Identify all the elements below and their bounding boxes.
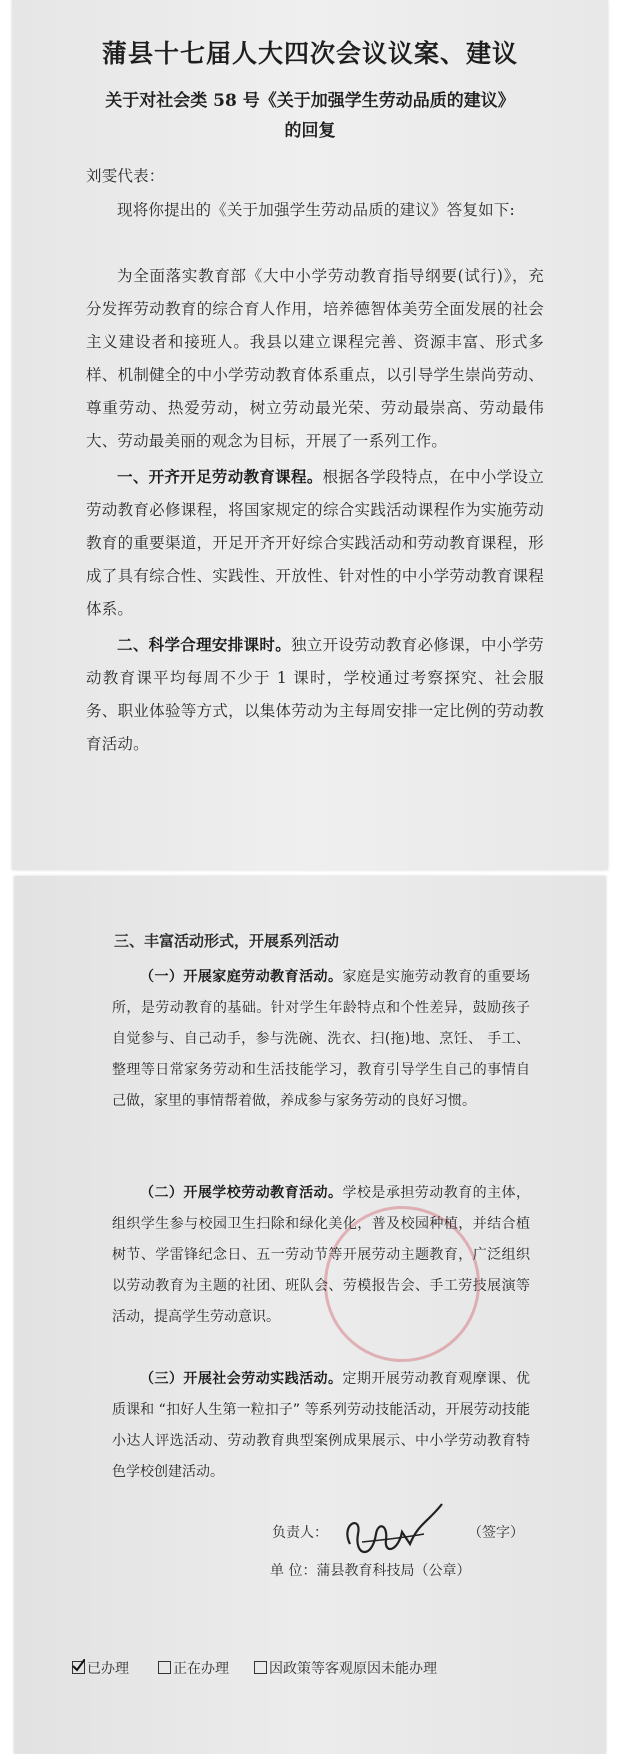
status-option-label: 因政策等客观原因未能办理 xyxy=(269,1661,437,1677)
unit-label: 单 位： xyxy=(270,1563,317,1579)
checkbox-unchecked-icon[interactable] xyxy=(254,1661,267,1674)
subsection-1-heading: （一）开展家庭劳动教育活动。 xyxy=(140,969,343,985)
section-3-heading: 三、丰富活动形式，开展系列活动 xyxy=(114,932,340,950)
status-option-label: 正在办理 xyxy=(173,1661,229,1677)
unit-line xyxy=(270,1560,470,1580)
subsection-1-paragraph xyxy=(112,962,530,1117)
document-page-1 xyxy=(12,0,608,870)
subsection-3-heading: （三）开展社会劳动实践活动。 xyxy=(140,1371,343,1387)
status-option-label: 已办理 xyxy=(87,1661,129,1677)
status-option-not-handled[interactable] xyxy=(254,1658,437,1678)
responsible-label: 负责人： xyxy=(272,1525,328,1541)
subsection-3-paragraph xyxy=(112,1364,530,1488)
document-title: 蒲县十七届人大四次会议议案、建议 xyxy=(101,39,518,68)
unit-name: 蒲县教育科技局 xyxy=(316,1563,415,1579)
salutation: 刘雯代表： xyxy=(86,167,165,185)
checkbox-unchecked-icon[interactable] xyxy=(158,1661,171,1674)
status-option-done[interactable] xyxy=(72,1658,129,1678)
signature-note: （签字） xyxy=(468,1525,524,1541)
subsection-2-body: 学校是承担劳动教育的主体，组织学生参与校园卫生扫除和绿化美化，普及校园种植，并结合植树节、学雷锋纪念日、五一劳动节等开展劳动主题教育，广泛组织以劳动教育为主题的社团、班队会、劳模报告会、手工劳技展演等活动，提高学生劳动意识。 xyxy=(112,1185,531,1325)
section-1-heading: 一、开齐开足劳动教育课程。 xyxy=(117,467,323,486)
document-subtitle-line1: 关于对社会类 58 号《关于加强学生劳动品质的建议》 xyxy=(105,91,515,111)
section-2-heading: 二、科学合理安排课时。 xyxy=(117,635,292,654)
section-2-paragraph xyxy=(86,628,544,761)
section-2-body: 独立开设劳动教育必修课，中小学劳动教育课平均每周不少于 1 课时，学校通过考察探究、社会服务、职业体验等方式，以集体劳动为主每周安排一定比例的劳动教育活动。 xyxy=(86,636,545,753)
document-subtitle-line2: 的回复 xyxy=(284,121,336,141)
background-paragraph: 为全面落实教育部《大中小学劳动教育指导纲要(试行)》，充分发挥劳动教育的综合育人作用，培养德智体美劳全面发展的社会主义建设者和接班人。我县以建立课程完善、资源丰富、形式多样、机制健全的中小学劳动教育体系重点，以引导学生崇尚劳动、尊重劳动、热爱劳动，树立劳动最光荣、劳动最崇高、劳动最伟大、劳动最美丽的观念为目标，开展了一系列工作。 xyxy=(86,267,544,450)
seal-note: （公章） xyxy=(414,1563,471,1579)
section-1-body: 根据各学段特点，在中小学设立劳动教育必修课程，将国家规定的综合实践活动课程作为实施劳动教育的重要渠道，开足开齐开好综合实践活动和劳动教育课程，形成了具有综合性、实践性、开放性、针对性的中小学劳动教育课程体系。 xyxy=(86,468,544,618)
subsection-2-paragraph xyxy=(112,1178,530,1333)
intro-paragraph: 现将你提出的《关于加强学生劳动品质的建议》答复如下: xyxy=(117,201,515,219)
status-option-in-progress[interactable] xyxy=(158,1658,229,1678)
checkbox-checked-icon[interactable] xyxy=(72,1661,85,1674)
subsection-3-body: 定期开展劳动教育观摩课、优质课和 “扣好人生第一粒扣子” 等系列劳动技能活动，开展劳动技能小达人评选活动、劳动教育典型案例成果展示、中小学劳动教育特色学校创建活动。 xyxy=(112,1371,531,1480)
document-page-2 xyxy=(14,876,606,1754)
subsection-1-body: 家庭是实施劳动教育的重要场所，是劳动教育的基础。针对学生年龄特点和个性差异，鼓励孩子自觉参与、自己动手，参与洗碗、洗衣、扫(拖)地、烹饪、 手工、整理等日常家务劳动和生活技能学习，教育引导学生自己的事情自己做，家里的事情帮着做，养成参与家务劳动的良好习惯。 xyxy=(112,969,531,1109)
section-1-paragraph xyxy=(86,460,544,626)
subsection-2-heading: （二）开展学校劳动教育活动。 xyxy=(140,1185,343,1201)
